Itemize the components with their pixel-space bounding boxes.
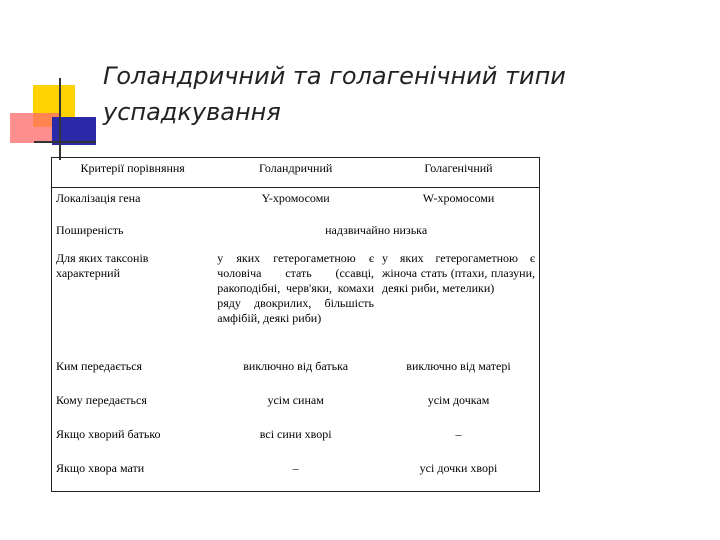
criterion-cell: Кому передається xyxy=(56,392,147,407)
hologenic-cell: усі дочки хворі xyxy=(419,460,498,475)
slide-title: Голандричний та голагенічний типи успадкування xyxy=(103,62,566,126)
hologenic-cell: виключно від матері xyxy=(406,358,511,373)
criterion-cell: Для яких таксонів характерний xyxy=(56,250,149,280)
merged-cell: надзвичайно низька xyxy=(325,222,428,237)
table-row xyxy=(52,458,540,492)
holandric-cell: Y-хромосоми xyxy=(261,191,330,205)
hologenic-cell: W-хромосоми xyxy=(422,191,495,205)
table-row xyxy=(52,248,540,356)
criterion-cell: Ким передається xyxy=(56,358,143,373)
holandric-cell: виключно від батька xyxy=(243,358,349,373)
table-row xyxy=(52,220,540,248)
header-holandric: Голандричний xyxy=(213,158,378,188)
comparison-table xyxy=(51,157,540,492)
table-header-row xyxy=(52,158,540,188)
criterion-cell: Якщо хворий батько xyxy=(56,426,161,441)
table-row xyxy=(52,356,540,390)
criterion-cell: Локалізація гена xyxy=(56,191,141,205)
criterion-cell: Поширеність xyxy=(56,222,124,237)
criterion-cell: Якщо хвора мати xyxy=(56,460,145,475)
table-row xyxy=(52,424,540,458)
holandric-cell: усім синам xyxy=(267,392,324,407)
header-criteria: Критерії порівняння xyxy=(52,158,214,188)
decor-vertical-line xyxy=(59,78,61,160)
holandric-cell: у яких гетерогаметною є чоловіча стать (ссавці, ракоподібні, черв'яки, комахи ряду двокрилих, більшість амфібій, деякі риби) xyxy=(217,250,375,325)
table-row xyxy=(52,390,540,424)
hologenic-cell: у яких гетерогаметною є жіноча стать (птахи, плазуни, деякі риби, метелики) xyxy=(382,250,535,295)
holandric-cell: – xyxy=(292,460,299,475)
hologenic-cell: усім дочкам xyxy=(427,392,490,407)
header-hologenic: Голагенічний xyxy=(378,158,539,188)
hologenic-cell: – xyxy=(455,426,462,441)
decor-horizontal-line xyxy=(34,141,96,143)
table-row xyxy=(52,188,540,220)
holandric-cell: всі сини хворі xyxy=(259,426,332,441)
